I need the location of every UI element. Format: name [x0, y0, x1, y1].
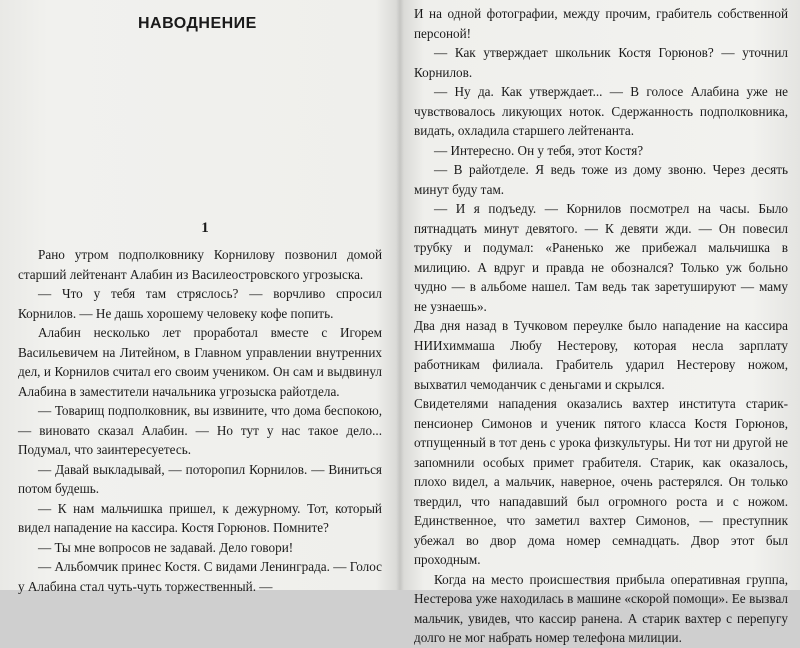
paragraph: И на одной фотографии, между прочим, грабитель собственной персоной!	[414, 6, 788, 41]
paragraph: Алабин несколько лет проработал вместе с Игорем Васильевичем на Литейном, в Главном управлении внутренних дел, и Корнилов считал его своим учеником. Он сам и выдвинул Алабина в заместители начальника угрозыска райотдела.	[18, 325, 382, 399]
paragraph: — Что у тебя там стряслось? — ворчливо спросил Корнилов. — Не дашь хорошему человеку кофе попить.	[18, 286, 382, 321]
right-page	[400, 0, 800, 645]
paragraph: — Товарищ подполковник, вы извините, что дома беспокою, — виновато сказал Алабин. — Но тут у нас такое дело... Подумал, что заинтересуетесь.	[18, 403, 382, 457]
paragraph: Когда на место происшествия прибыла оперативная группа, Нестерова уже находилась в машине «скорой помощи». Ее вызвал мальчик, увидев, что кассир ранена. А старик вахтер с перепугу долго не мог набрать номер телефона милиции.	[414, 571, 788, 645]
paragraph: Два дня назад в Тучковом переулке было нападение на кассира НИИхиммаша Любу Нестерову, которая несла зарплату работникам филиала. Грабитель ударил Нестерову ножом, выхватил чемоданчик с деньгами и скрылся.	[414, 318, 788, 392]
paragraph: — И я подъеду. — Корнилов посмотрел на часы. Было пятнадцать минут девятого. — К девяти жди. — Он повесил трубку и подумал: «Раненько же прибежал мальчишка в милицию. А вдруг и правда не обознался? Только уж больно чудно — в альбоме нашел. Там ведь так зaретушируют — маму не узнаешь».	[414, 201, 788, 314]
chapter-title: НАВОДНЕНИЕ	[138, 15, 257, 32]
paragraph: Свидетелями нападения оказались вахтер института старик-пенсионер Симонов и ученик пятого класса Костя Горюнов, отпущенный в тот день с урока физкультуры. Ни тот ни другой не запомнили особых примет грабителя. Старик, как оказалось, плохо видел, а мальчик, наверное, очень растерялся. Он только твердил, что нападавший был огромного роста и с ножом. Единственное, что заметил вахтер Симонов, — преступник убежал во двор дома номер семнадцать. Двор этот был проходным.	[414, 396, 788, 567]
left-page	[0, 0, 400, 594]
paragraph: — Ты мне вопросов не задавай. Дело говори!	[38, 539, 294, 555]
paragraph: Рано утром подполковнику Корнилову позвонил домой старший лейтенант Алабин из Василеостровского угрозыска.	[18, 247, 382, 282]
chapter-number: 1	[201, 220, 209, 236]
paragraph: — Ну да. Как утверждает... — В голосе Алабина уже не чувствовалось ликующих ноток. Сдержанность подполковника, видать, охладила старшего лейтенанта.	[414, 84, 788, 138]
paragraph: — Интересно. Он у тебя, этот Костя?	[434, 142, 644, 158]
paragraph: — В райотделе. Я ведь тоже из дому звоню. Через десять минут буду там.	[414, 162, 788, 197]
right-page-text	[414, 4, 788, 648]
paragraph: — Альбомчик принес Костя. С видами Ленинграда. — Голос у Алабина стал чуть-чуть торжественный. —	[18, 559, 382, 594]
paragraph: — Давай выкладывай, — поторопил Корнилов. — Виниться потом будешь.	[18, 461, 382, 496]
left-page-text	[18, 245, 382, 596]
paragraph: — К нам мальчишка пришел, к дежурному. Тот, который видел нападение на кассира. Костя Горюнов. Помните?	[18, 500, 382, 535]
paragraph: — Как утверждает школьник Костя Горюнов? — уточнил Корнилов.	[414, 45, 788, 80]
